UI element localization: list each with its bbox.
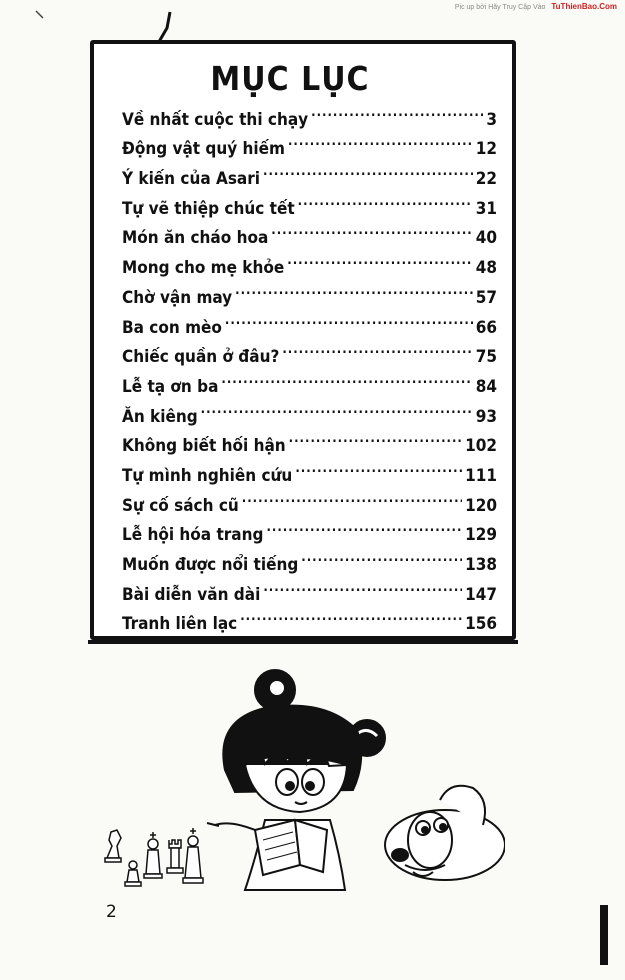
toc-entry-page: 138 — [465, 555, 497, 575]
toc-entry-page: 48 — [475, 258, 497, 279]
toc-entry-title: Lễ hội hóa trang — [122, 525, 264, 546]
toc-entry-page: 156 — [465, 614, 497, 635]
toc-leader — [221, 362, 472, 392]
toc-entry-title: Tranh liên lạc — [122, 614, 238, 635]
toc-entry-page: 22 — [475, 169, 497, 190]
cartoon-illustration — [95, 660, 505, 900]
toc-leader — [240, 600, 462, 630]
toc-entry-page: 40 — [475, 228, 497, 249]
page-number: 2 — [106, 902, 117, 922]
toc-leader — [282, 333, 472, 363]
toc-leader — [242, 481, 462, 511]
toc-leader — [201, 392, 473, 422]
chess-king-icon — [144, 832, 162, 878]
toc-leader — [288, 125, 473, 155]
toc-leader — [301, 540, 462, 570]
site-credit — [455, 2, 617, 11]
toc-leader — [263, 570, 462, 600]
toc-entry-page: 111 — [465, 465, 497, 486]
chess-pawn-icon — [125, 861, 141, 886]
toc-title: MỤC LỤC — [210, 60, 370, 99]
toc-entry-title: Muốn được nổi tiếng — [122, 555, 299, 575]
scan-corner-mark — [35, 10, 47, 22]
scan-edge-mark — [600, 905, 608, 965]
toc-entry-title: Sự cố sách cũ — [122, 495, 239, 516]
toc-frame-shadow — [88, 640, 518, 644]
chess-knight-icon — [105, 830, 121, 862]
toc-entry-title: Động vật quý hiếm — [122, 139, 285, 160]
toc-entry-title: Về nhất cuộc thi chạy — [122, 109, 309, 130]
toc-entry-page: 129 — [465, 525, 497, 546]
toc-entry-page: 3 — [486, 109, 497, 130]
site-credit-note: Pic up bởi Hãy Truy Cập Vào — [454, 4, 546, 11]
toc-entry[interactable] — [122, 95, 497, 130]
toc-entry-page: 12 — [475, 139, 497, 160]
toc-leader — [311, 95, 483, 125]
toc-entry-page: 75 — [475, 347, 497, 368]
toc-leader — [298, 184, 473, 214]
toc-entry-page: 102 — [465, 436, 497, 457]
toc-entry-title: Mong cho mẹ khỏe — [122, 258, 285, 279]
toc-entry-page: 93 — [475, 406, 497, 427]
toc-entry-title: Chờ vận may — [122, 287, 233, 308]
toc-entry-page: 120 — [465, 495, 497, 516]
toc-entry-page: 31 — [475, 198, 497, 219]
toc-entry-page: 57 — [475, 287, 497, 308]
toc-entry-title: Ăn kiêng — [122, 406, 198, 427]
puppy-character — [385, 786, 505, 880]
toc-list — [122, 95, 497, 635]
chess-pieces — [105, 828, 203, 886]
toc-leader — [225, 303, 473, 333]
toc-entry-title: Ba con mèo — [122, 317, 222, 338]
toc-entry-page: 66 — [475, 317, 497, 338]
toc-leader — [235, 273, 473, 303]
site-credit-brand: TuThienBao.Com — [551, 2, 617, 11]
girl-character — [207, 670, 385, 890]
toc-entry-title: Ý kiến của Asari — [122, 169, 261, 190]
toc-leader — [295, 451, 462, 481]
chess-queen-icon — [183, 828, 203, 883]
toc-leader — [289, 422, 462, 452]
toc-leader — [287, 243, 472, 273]
toc-entry-title: Không biết hối hận — [122, 436, 286, 457]
toc-entry-title: Lễ tạ ơn ba — [122, 376, 219, 397]
toc-leader — [271, 214, 472, 244]
toc-entry-title: Bài diễn văn dài — [122, 584, 261, 605]
toc-leader — [266, 511, 462, 541]
chess-rook-icon — [167, 840, 183, 873]
toc-entry-page: 147 — [465, 584, 497, 605]
toc-leader — [263, 154, 473, 184]
toc-entry-title: Chiếc quần ở đâu? — [122, 347, 280, 368]
toc-entry-page: 84 — [475, 376, 497, 397]
toc-entry-title: Món ăn cháo hoa — [122, 228, 269, 249]
toc-entry-title: Tự mình nghiên cứu — [122, 465, 293, 486]
toc-entry-title: Tự vẽ thiệp chúc tết — [122, 198, 295, 219]
